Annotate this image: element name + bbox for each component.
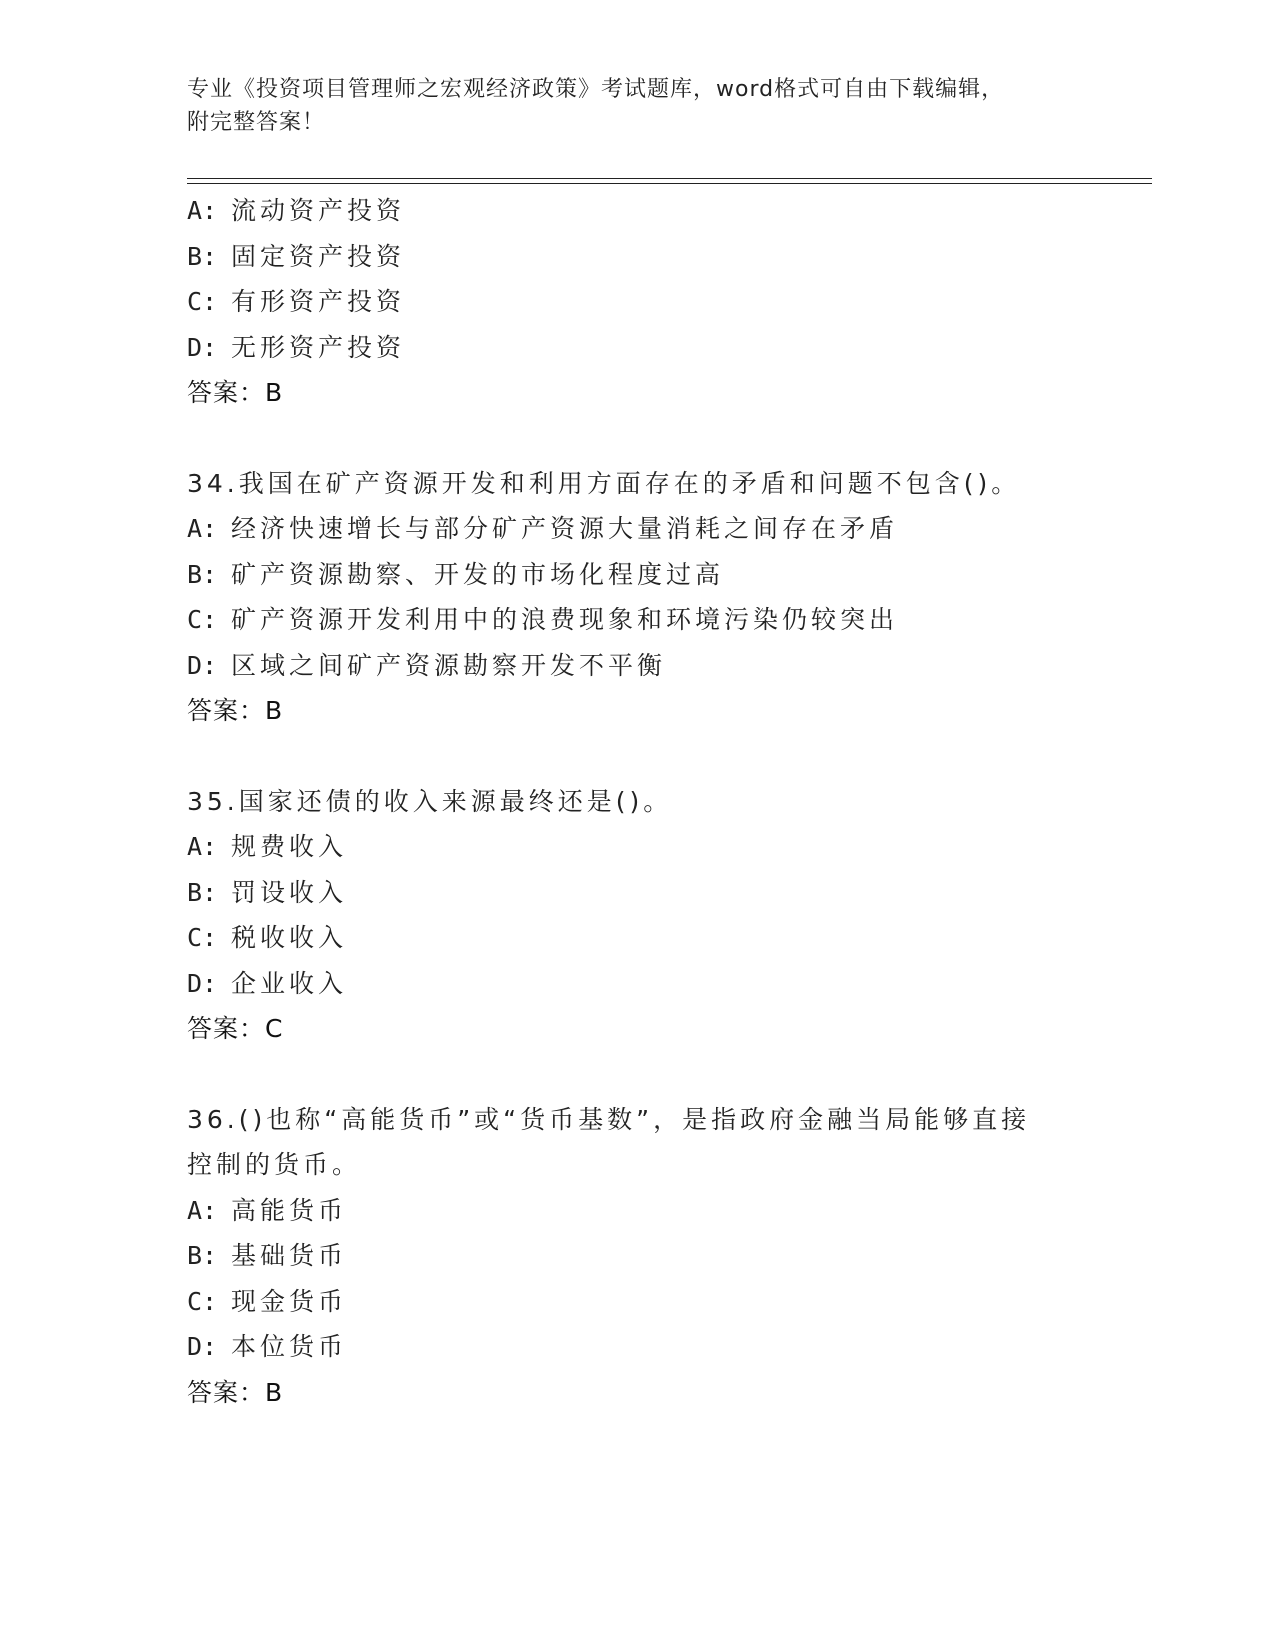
option-text: 高能货币 (231, 1195, 348, 1225)
option-key: D: (187, 650, 218, 680)
question-34 (187, 461, 1157, 734)
option-b (187, 870, 1157, 916)
option-key: B: (187, 241, 218, 271)
question-stem-line-2: 控制的货币。 (187, 1150, 362, 1179)
option-b (187, 234, 1157, 280)
question-stem: 35.国家还债的收入来源最终还是()。 (187, 786, 673, 816)
option-text: 区域之间矿产资源勘察开发不平衡 (231, 650, 667, 680)
answer-line: 答案：B (187, 1377, 284, 1407)
option-text: 矿产资源勘察、开发的市场化程度过高 (231, 559, 725, 589)
option-key: B: (187, 559, 218, 589)
option-text: 现金货币 (231, 1286, 348, 1316)
option-b (187, 552, 1157, 598)
option-key: A: (187, 514, 218, 543)
option-text: 税收收入 (231, 923, 348, 952)
answer-line: 答案：B (187, 378, 284, 407)
option-key: D: (187, 1332, 218, 1361)
option-key: C: (187, 287, 218, 316)
option-key: D: (187, 968, 218, 998)
option-c (187, 597, 1157, 643)
answer-line: 答案：C (187, 1014, 284, 1043)
header-divider (187, 178, 1152, 184)
question-list (187, 188, 1157, 1415)
option-text: 流动资产投资 (231, 196, 406, 225)
option-b (187, 1233, 1157, 1279)
option-text: 罚设收入 (231, 877, 348, 907)
option-d (187, 1324, 1157, 1370)
answer-line: 答案：B (187, 696, 284, 725)
question-36 (187, 1097, 1157, 1416)
option-text: 无形资产投资 (231, 332, 406, 362)
option-a (187, 188, 1157, 234)
option-a (187, 1188, 1157, 1234)
option-key: C: (187, 1286, 218, 1316)
option-c (187, 915, 1157, 961)
document-header (187, 73, 1047, 139)
spacer (187, 416, 1157, 461)
option-c (187, 1279, 1157, 1325)
option-text: 固定资产投资 (231, 241, 406, 271)
option-key: C: (187, 605, 218, 634)
option-text: 企业收入 (231, 968, 348, 998)
option-c (187, 279, 1157, 325)
option-key: D: (187, 332, 218, 362)
option-key: C: (187, 923, 218, 952)
option-text: 有形资产投资 (231, 287, 406, 316)
question-35 (187, 779, 1157, 1052)
option-text: 经济快速增长与部分矿产资源大量消耗之间存在矛盾 (231, 514, 899, 543)
question-stem: 34.我国在矿产资源开发和利用方面存在的矛盾和问题不包含()。 (187, 468, 1021, 498)
option-text: 矿产资源开发利用中的浪费现象和环境污染仍较突出 (231, 605, 899, 634)
spacer (187, 1052, 1157, 1097)
option-key: B: (187, 1241, 218, 1270)
header-line-2: 附完整答案！ (187, 110, 326, 135)
option-a (187, 506, 1157, 552)
option-key: B: (187, 877, 218, 907)
spacer (187, 734, 1157, 779)
header-line-1: 专业《投资项目管理师之宏观经济政策》考试题库，word格式可自由下载编辑， (187, 77, 1005, 102)
option-d (187, 961, 1157, 1007)
option-a (187, 824, 1157, 870)
option-text: 规费收入 (231, 832, 348, 861)
option-key: A: (187, 196, 218, 225)
option-d (187, 325, 1157, 371)
question-stem-line-1: 36.()也称“高能货币”或“货币基数”，是指政府金融当局能够直接 (187, 1104, 1031, 1134)
option-text: 基础货币 (231, 1241, 348, 1270)
option-key: A: (187, 1195, 218, 1225)
question-33 (187, 188, 1157, 416)
option-key: A: (187, 832, 218, 861)
option-d (187, 643, 1157, 689)
option-text: 本位货币 (231, 1332, 348, 1361)
